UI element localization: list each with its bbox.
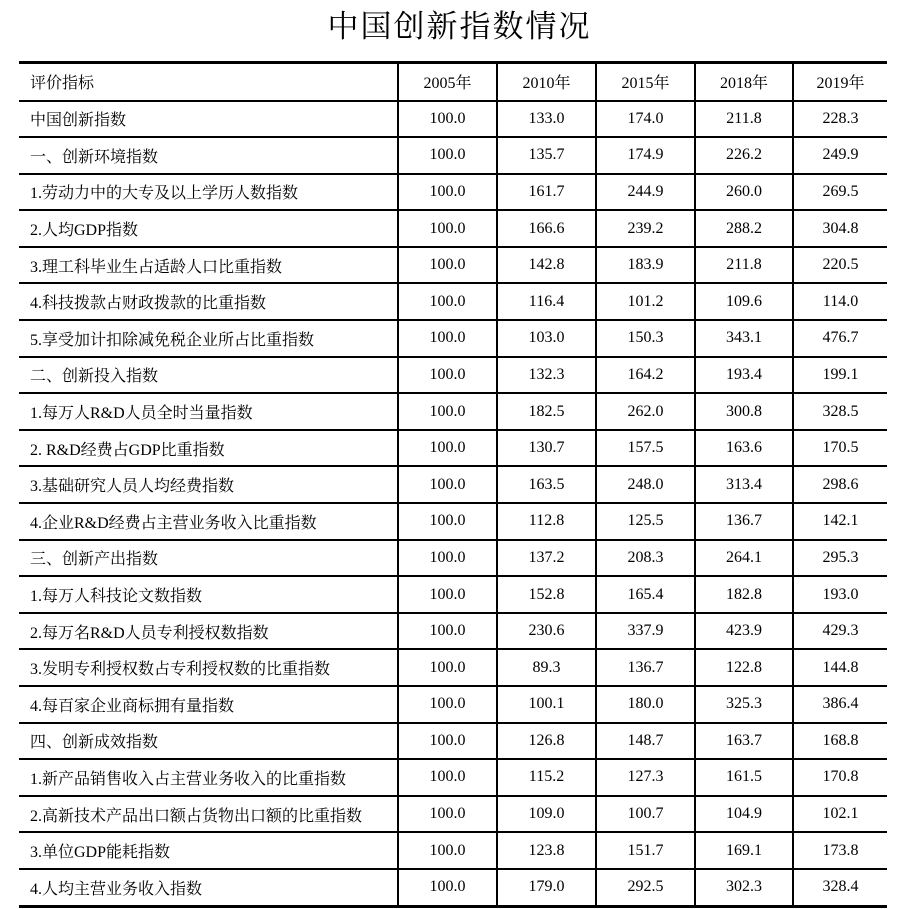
index-value-cell: 100.0 <box>398 832 497 869</box>
index-value-cell: 100.0 <box>398 686 497 723</box>
indicator-label: 1.每万人科技论文数指数 <box>19 576 398 613</box>
innovation-index-table <box>19 61 887 908</box>
table-body <box>19 101 887 907</box>
table-row <box>19 247 887 284</box>
indicator-label: 一、创新环境指数 <box>19 137 398 174</box>
index-value-cell: 328.5 <box>793 393 887 430</box>
table-row <box>19 503 887 540</box>
index-value-cell: 174.9 <box>596 137 695 174</box>
index-value-cell: 100.0 <box>398 759 497 796</box>
index-value-cell: 100.0 <box>398 723 497 760</box>
indicator-label: 4.科技拨款占财政拨款的比重指数 <box>19 283 398 320</box>
indicator-label: 1.新产品销售收入占主营业务收入的比重指数 <box>19 759 398 796</box>
index-value-cell: 173.8 <box>793 832 887 869</box>
index-value-cell: 226.2 <box>695 137 793 174</box>
index-value-cell: 163.5 <box>497 466 596 503</box>
index-value-cell: 193.4 <box>695 357 793 394</box>
indicator-label: 2. R&D经费占GDP比重指数 <box>19 430 398 467</box>
index-value-cell: 193.0 <box>793 576 887 613</box>
index-value-cell: 476.7 <box>793 320 887 357</box>
index-value-cell: 180.0 <box>596 686 695 723</box>
table-row <box>19 320 887 357</box>
index-value-cell: 142.8 <box>497 247 596 284</box>
table-row <box>19 649 887 686</box>
index-value-cell: 295.3 <box>793 540 887 577</box>
index-value-cell: 169.1 <box>695 832 793 869</box>
index-value-cell: 165.4 <box>596 576 695 613</box>
index-value-cell: 136.7 <box>695 503 793 540</box>
indicator-label: 5.享受加计扣除减免税企业所占比重指数 <box>19 320 398 357</box>
column-header-indicator: 评价指标 <box>19 63 398 101</box>
index-value-cell: 103.0 <box>497 320 596 357</box>
index-value-cell: 166.6 <box>497 210 596 247</box>
index-value-cell: 148.7 <box>596 723 695 760</box>
index-value-cell: 228.3 <box>793 101 887 138</box>
index-value-cell: 100.0 <box>398 430 497 467</box>
index-value-cell: 386.4 <box>793 686 887 723</box>
header-row <box>19 63 887 101</box>
indicator-label: 3.基础研究人员人均经费指数 <box>19 466 398 503</box>
index-value-cell: 220.5 <box>793 247 887 284</box>
index-value-cell: 239.2 <box>596 210 695 247</box>
table-row <box>19 759 887 796</box>
index-value-cell: 161.5 <box>695 759 793 796</box>
index-value-cell: 163.7 <box>695 723 793 760</box>
index-value-cell: 211.8 <box>695 247 793 284</box>
index-value-cell: 264.1 <box>695 540 793 577</box>
column-header-year-2018: 2018年 <box>695 63 793 101</box>
index-value-cell: 292.5 <box>596 869 695 906</box>
indicator-label: 四、创新成效指数 <box>19 723 398 760</box>
index-value-cell: 100.0 <box>398 320 497 357</box>
index-value-cell: 298.6 <box>793 466 887 503</box>
index-value-cell: 262.0 <box>596 393 695 430</box>
table-row <box>19 796 887 833</box>
index-value-cell: 100.0 <box>398 174 497 211</box>
index-value-cell: 300.8 <box>695 393 793 430</box>
indicator-label: 1.每万人R&D人员全时当量指数 <box>19 393 398 430</box>
index-value-cell: 168.8 <box>793 723 887 760</box>
table-row <box>19 869 887 906</box>
index-value-cell: 260.0 <box>695 174 793 211</box>
index-value-cell: 133.0 <box>497 101 596 138</box>
index-value-cell: 302.3 <box>695 869 793 906</box>
index-value-cell: 144.8 <box>793 649 887 686</box>
indicator-label: 1.劳动力中的大专及以上学历人数指数 <box>19 174 398 211</box>
index-value-cell: 288.2 <box>695 210 793 247</box>
index-value-cell: 100.0 <box>398 503 497 540</box>
indicator-label: 三、创新产出指数 <box>19 540 398 577</box>
index-value-cell: 182.8 <box>695 576 793 613</box>
table-row <box>19 613 887 650</box>
index-value-cell: 313.4 <box>695 466 793 503</box>
index-value-cell: 115.2 <box>497 759 596 796</box>
index-value-cell: 100.0 <box>398 540 497 577</box>
index-value-cell: 126.8 <box>497 723 596 760</box>
index-value-cell: 137.2 <box>497 540 596 577</box>
index-value-cell: 100.0 <box>398 613 497 650</box>
index-value-cell: 125.5 <box>596 503 695 540</box>
table-row <box>19 686 887 723</box>
indicator-label: 2.人均GDP指数 <box>19 210 398 247</box>
index-value-cell: 100.0 <box>398 101 497 138</box>
index-value-cell: 100.0 <box>398 357 497 394</box>
index-value-cell: 328.4 <box>793 869 887 906</box>
table-row <box>19 393 887 430</box>
index-value-cell: 161.7 <box>497 174 596 211</box>
table-row <box>19 723 887 760</box>
column-header-year-2010: 2010年 <box>497 63 596 101</box>
index-value-cell: 179.0 <box>497 869 596 906</box>
index-value-cell: 337.9 <box>596 613 695 650</box>
index-value-cell: 325.3 <box>695 686 793 723</box>
index-value-cell: 101.2 <box>596 283 695 320</box>
index-value-cell: 109.6 <box>695 283 793 320</box>
table-row <box>19 357 887 394</box>
index-value-cell: 136.7 <box>596 649 695 686</box>
table-row <box>19 174 887 211</box>
table-row <box>19 832 887 869</box>
column-header-year-2015: 2015年 <box>596 63 695 101</box>
index-value-cell: 183.9 <box>596 247 695 284</box>
index-value-cell: 127.3 <box>596 759 695 796</box>
index-value-cell: 142.1 <box>793 503 887 540</box>
index-value-cell: 182.5 <box>497 393 596 430</box>
table-row <box>19 137 887 174</box>
indicator-label: 2.高新技术产品出口额占货物出口额的比重指数 <box>19 796 398 833</box>
indicator-label: 3.单位GDP能耗指数 <box>19 832 398 869</box>
index-value-cell: 100.0 <box>398 796 497 833</box>
index-value-cell: 130.7 <box>497 430 596 467</box>
column-header-year-2019: 2019年 <box>793 63 887 101</box>
indicator-label: 4.企业R&D经费占主营业务收入比重指数 <box>19 503 398 540</box>
index-value-cell: 151.7 <box>596 832 695 869</box>
column-header-year-2005: 2005年 <box>398 63 497 101</box>
index-value-cell: 429.3 <box>793 613 887 650</box>
indicator-label: 二、创新投入指数 <box>19 357 398 394</box>
table-row <box>19 283 887 320</box>
table-row <box>19 210 887 247</box>
index-value-cell: 199.1 <box>793 357 887 394</box>
index-value-cell: 269.5 <box>793 174 887 211</box>
table-row <box>19 430 887 467</box>
index-value-cell: 244.9 <box>596 174 695 211</box>
indicator-label: 4.人均主营业务收入指数 <box>19 869 398 906</box>
table-row <box>19 101 887 138</box>
index-value-cell: 112.8 <box>497 503 596 540</box>
table-row <box>19 576 887 613</box>
table-row <box>19 540 887 577</box>
index-value-cell: 423.9 <box>695 613 793 650</box>
index-value-cell: 208.3 <box>596 540 695 577</box>
index-value-cell: 102.1 <box>793 796 887 833</box>
index-value-cell: 122.8 <box>695 649 793 686</box>
index-value-cell: 100.0 <box>398 137 497 174</box>
indicator-label: 4.每百家企业商标拥有量指数 <box>19 686 398 723</box>
index-value-cell: 343.1 <box>695 320 793 357</box>
index-value-cell: 104.9 <box>695 796 793 833</box>
index-value-cell: 248.0 <box>596 466 695 503</box>
index-value-cell: 114.0 <box>793 283 887 320</box>
index-value-cell: 304.8 <box>793 210 887 247</box>
index-value-cell: 100.0 <box>398 247 497 284</box>
index-value-cell: 100.0 <box>398 576 497 613</box>
indicator-label: 3.理工科毕业生占适龄人口比重指数 <box>19 247 398 284</box>
index-value-cell: 157.5 <box>596 430 695 467</box>
index-value-cell: 100.0 <box>398 393 497 430</box>
index-value-cell: 164.2 <box>596 357 695 394</box>
index-value-cell: 230.6 <box>497 613 596 650</box>
page-title: 中国创新指数情况 <box>327 9 592 44</box>
index-value-cell: 150.3 <box>596 320 695 357</box>
index-value-cell: 170.5 <box>793 430 887 467</box>
indicator-label: 2.每万名R&D人员专利授权数指数 <box>19 613 398 650</box>
index-value-cell: 100.1 <box>497 686 596 723</box>
index-value-cell: 163.6 <box>695 430 793 467</box>
index-value-cell: 170.8 <box>793 759 887 796</box>
index-value-cell: 100.7 <box>596 796 695 833</box>
index-value-cell: 100.0 <box>398 649 497 686</box>
index-value-cell: 100.0 <box>398 869 497 906</box>
index-value-cell: 152.8 <box>497 576 596 613</box>
index-value-cell: 89.3 <box>497 649 596 686</box>
indicator-label: 3.发明专利授权数占专利授权数的比重指数 <box>19 649 398 686</box>
index-value-cell: 100.0 <box>398 466 497 503</box>
index-value-cell: 135.7 <box>497 137 596 174</box>
index-value-cell: 116.4 <box>497 283 596 320</box>
index-value-cell: 249.9 <box>793 137 887 174</box>
index-value-cell: 123.8 <box>497 832 596 869</box>
index-value-cell: 100.0 <box>398 210 497 247</box>
indicator-label: 中国创新指数 <box>19 101 398 138</box>
index-value-cell: 100.0 <box>398 283 497 320</box>
index-value-cell: 174.0 <box>596 101 695 138</box>
table-row <box>19 466 887 503</box>
index-value-cell: 109.0 <box>497 796 596 833</box>
index-value-cell: 132.3 <box>497 357 596 394</box>
index-value-cell: 211.8 <box>695 101 793 138</box>
